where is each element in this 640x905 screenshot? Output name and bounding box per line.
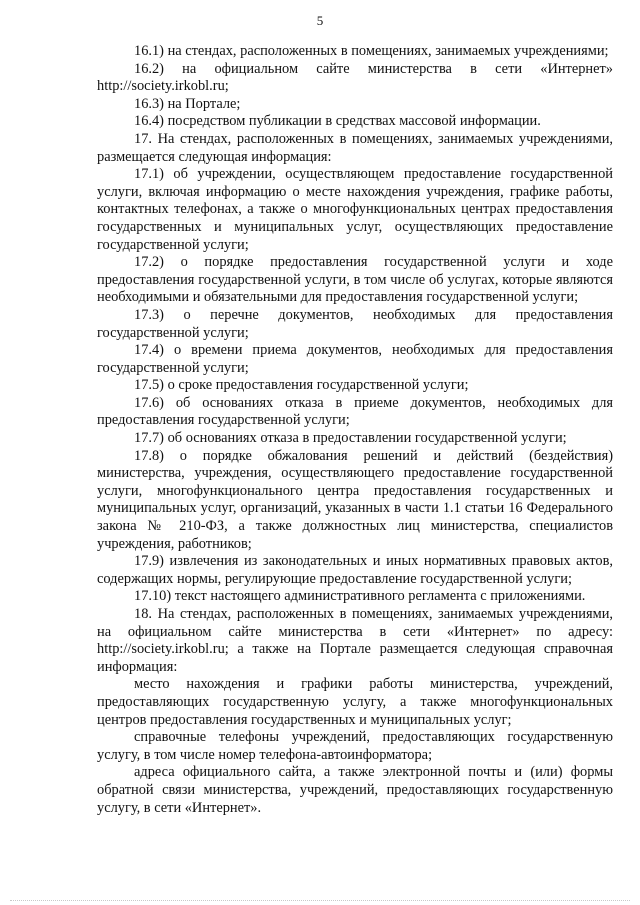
paragraph-17-9: 17.9) извлечения из законодательных и иных нормативных правовых актов, содержащих нормы, регулирующие предоставление государственной услуги; xyxy=(97,553,613,587)
paragraph-17-4: 17.4) о времени приема документов, необходимых для предоставления государственной услуги; xyxy=(97,342,613,376)
paragraph-17-10: 17.10) текст настоящего административного регламента с приложениями. xyxy=(134,588,586,605)
paragraph-16-3: 16.3) на Портале; xyxy=(134,95,241,112)
paragraph-17-7: 17.7) об основаниях отказа в предоставлении государственной услуги; xyxy=(134,430,567,447)
paragraph-18: 18. На стендах, расположенных в помещениях, занимаемых учреждениями, на официальном сайте министерства в сети «Интернет» по адресу: http://society.irkobl.ru; а также на Портале размещается следующая справочная информация: xyxy=(97,606,613,675)
paragraph-17: 17. На стендах, расположенных в помещениях, занимаемых учреждениями, размещается следующая информация: xyxy=(97,130,613,165)
page-number: 5 xyxy=(316,13,324,28)
paragraph-16-1: 16.1) на стендах, расположенных в помещениях, занимаемых учреждениями; xyxy=(134,43,609,59)
document-body xyxy=(97,43,613,817)
page-bottom-edge xyxy=(10,900,630,902)
paragraph-17-8: 17.8) о порядке обжалования решений и действий (бездействия) министерства, учреждения, осуществляющего предоставление государственной услуги, многофункционального центра предоставления государственных и муниципальных услуг, организаций, указанных в части 1.1 статьи 16 Федерального закона № 210-ФЗ, а также должностных лиц министерства, специалистов учреждения, работников; xyxy=(97,447,613,552)
paragraph-16-4: 16.4) посредством публикации в средствах массовой информации. xyxy=(134,113,541,130)
paragraph-17-2: 17.2) о порядке предоставления государственной услуги и ходе предоставления государственной услуги, в том числе об услугах, которые являются необходимыми и обязательными для предоставления государственной услуги; xyxy=(97,254,613,306)
paragraph-16-2: 16.2) на официальном сайте министерства в сети «Интернет» http://society.irkobl.ru; xyxy=(97,60,613,95)
paragraph-17-3: 17.3) о перечне документов, необходимых для предоставления государственной услуги; xyxy=(97,306,613,341)
paragraph-18-phones: справочные телефоны учреждений, предоставляющих государственную услугу, в том числе номер телефона-автоинформатора; xyxy=(97,729,613,763)
paragraph-18-addresses: адреса официального сайта, а также электронной почты и (или) формы обратной связи министерства, учреждений, предоставляющих государственную услугу, в сети «Интернет». xyxy=(97,764,613,816)
paragraph-17-1: 17.1) об учреждении, осуществляющем предоставление государственной услуги, включая информацию о месте нахождения учреждения, графике работы, контактных телефонах, а также о многофункциональных центрах предоставления государственных и муниципальных услуг, осуществляющих предоставление государственной услуги; xyxy=(97,166,613,253)
paragraph-17-5: 17.5) о сроке предоставления государственной услуги; xyxy=(134,377,469,394)
paragraph-18-location: место нахождения и графики работы министерства, учреждений, предоставляющих государственную услугу, а также многофункциональных центров предоставления государственных и муниципальных услуг; xyxy=(97,676,613,728)
paragraph-17-6: 17.6) об основаниях отказа в приеме документов, необходимых для предоставления государственной услуги; xyxy=(97,394,613,429)
